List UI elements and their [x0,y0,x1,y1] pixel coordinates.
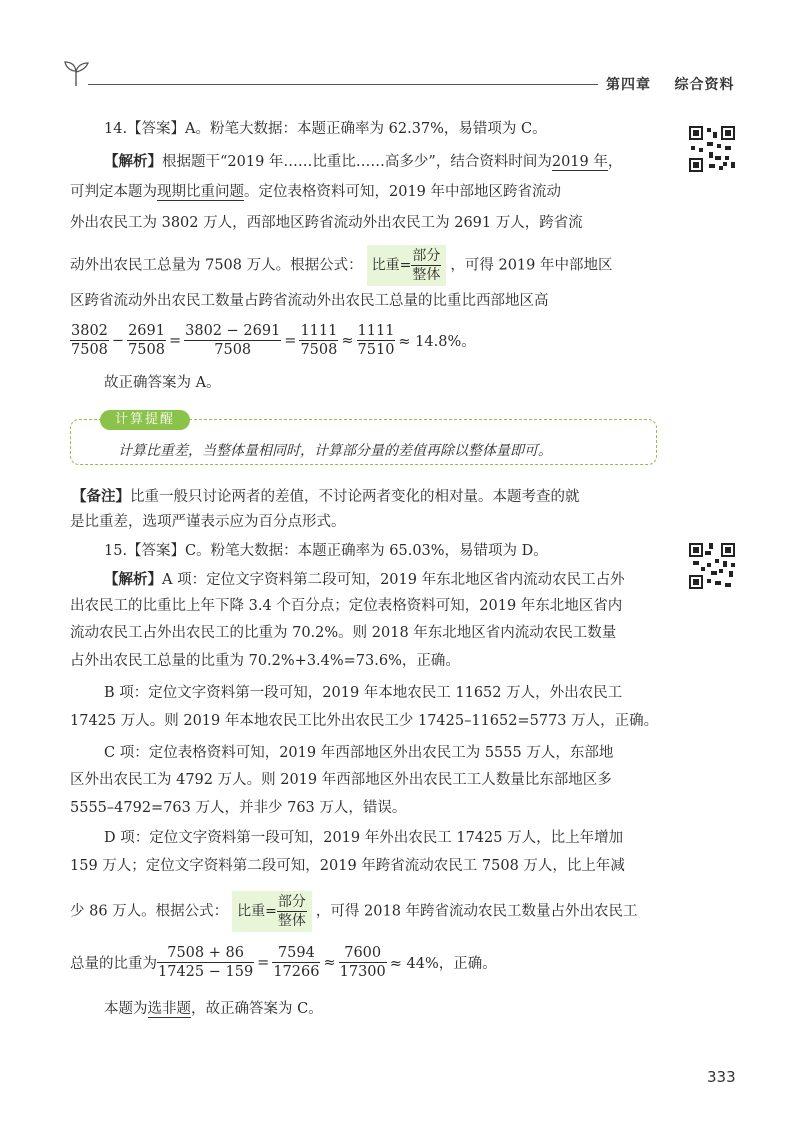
operator: − [111,332,125,349]
q14-text: 根据题干“2019 年……比重比……高多少”，结合资料时间为 [162,154,552,170]
formula-label: 比重= [371,257,412,274]
q15-a-line3: 流动农民工占外出农民工的比重为 70.2%。则 2018 年东北地区省内流动农民工数量 [70,625,617,641]
q14-text: ，可得 2019 年中部地区 [450,257,613,274]
q14-text: 。定位表格资料可知，2019 年中部地区跨省流动 [244,184,562,200]
qr-code-icon[interactable] [687,541,737,591]
q14-analysis-line2 [70,183,561,202]
fraction: $\frac{7594}{17266}$ [273,945,320,980]
fraction: $\frac{3802}{7508}$ [71,323,108,358]
formula-fraction [411,247,441,284]
header-rule [88,84,598,85]
chapter-number: 第四章 [606,77,651,93]
q14-analysis-line5: 区跨省流动外出农民工数量占跨省流动外出农民工总量的比重比西部地区高 [70,293,549,309]
q14-analysis-line4 [70,245,612,286]
q15-b-line2: 17425 万人。则 2019 年本地农民工比外出农民工少 17425–11652=5773 万人，正确。 [70,713,659,729]
fraction: $\frac{7508 + 86}{17425 - 159}$ [158,945,254,980]
q15-text: A 项：定位文字资料第二段可知，2019 年东北地区省内流动农民工占外 [162,572,625,588]
result: ≈ 44%，正确。 [389,956,497,972]
result: ≈ 14.8%。 [398,334,476,350]
formula-denominator: 整体 [412,267,441,283]
q15-a-line1 [104,570,625,590]
fraction: $\frac{3802 - 2691}{7508}$ [185,323,281,358]
q14-calculation [70,322,479,359]
q15-calculation [70,944,500,981]
operator: ≈ [341,332,354,349]
formula-denominator: 整体 [277,913,306,929]
fraction: $\frac{7600}{17300}$ [339,945,386,980]
analysis-label: 【解析】 [104,571,162,588]
note-line2: 是比重差，选项严谨表示应为百分点形式。 [70,514,346,530]
operator: = [168,332,182,349]
ratio-formula [232,891,312,932]
fraction: $\frac{1111}{7510}$ [357,323,395,358]
q15-c-line1: C 项：定位表格资料可知，2019 年西部地区外出农民工为 5555 万人，东部地 [104,745,614,761]
q15-text: ，故正确答案为 C。 [191,1001,323,1017]
q14-analysis-line3: 外出农民工为 3802 万人，西部地区跨省流动外出农民工为 2691 万人，跨省流 [70,215,583,231]
q14-text: 可判定本题为 [70,184,157,200]
q14-underline-type: 现期比重问题 [157,184,244,200]
formula-numerator: 部分 [277,894,306,910]
qr-code-icon[interactable] [687,124,737,174]
formula-fraction [277,893,307,930]
fraction: $\frac{1111}{7508}$ [300,323,338,358]
q15-d-line1: D 项：定位文字资料第一段可知，2019 年外出农民工 17425 万人，比上年增加 [104,830,624,846]
note-text: 比重一般只讨论两者的差值，不讨论两者变化的相对量。本题考查的就 [130,489,580,505]
chapter-title [606,74,735,94]
note-label: 【备注】 [72,488,130,505]
q15-text: 总量的比重为 [70,956,157,972]
q15-d-line2: 159 万人；定位文字资料第二段可知，2019 年跨省流动农民工 7508 万人，比上年减 [70,858,625,874]
formula-label: 比重= [237,903,277,920]
q15-d-line3 [70,891,638,932]
note-line1 [72,487,580,507]
q15-text: 少 86 万人。根据公式： [70,903,229,920]
q15-a-line2: 出农民工的比重比上年下降 3.4 个百分点；定位表格资料可知，2019 年东北地区省内 [70,598,623,614]
ratio-formula [367,245,447,286]
operator: = [257,954,270,971]
q15-text: ，可得 2018 年跨省流动农民工数量占外出农民工 [315,903,638,920]
q14-answer: 14.【答案】A。粉笔大数据：本题正确率为 62.37%，易错项为 C。 [104,121,547,137]
q15-text: 本题为 [104,1001,148,1017]
chapter-section: 综合资料 [674,77,735,93]
analysis-label: 【解析】 [104,153,162,170]
q15-c-line3: 5555–4792=763 万人，并非少 763 万人，错误。 [70,800,407,816]
q15-answer: 15.【答案】C。粉笔大数据：本题正确率为 65.03%，易错项为 D。 [104,543,548,559]
q14-text: 动外出农民工总量为 7508 万人。根据公式： [70,257,363,274]
formula-numerator: 部分 [412,248,441,264]
fraction: $\frac{2691}{7508}$ [128,323,165,358]
operator: = [284,332,297,349]
tip-text: 计算比重差，当整体量相同时，计算部分量的差值再除以整体量即可。 [118,443,552,459]
page-number: 333 [707,1068,736,1086]
q14-analysis-line1 [104,152,622,172]
q15-a-line4: 占外出农民工总量的比重为 70.2%+3.4%=73.6%，正确。 [70,653,460,669]
q15-c-line2: 区外出农民工为 4792 万人。则 2019 年西部地区外出农民工工人数量比东部地区多 [70,772,612,788]
operator: ≈ [323,954,336,971]
q14-underline-year: 2019 年 [551,154,608,170]
q14-text: ， [607,154,623,170]
q14-conclusion: 故正确答案为 A。 [104,375,221,391]
tip-title: 计算提醒 [100,410,190,430]
q15-underline-type: 选非题 [147,1001,191,1017]
q15-b-line1: B 项：定位文字资料第一段可知，2019 年本地农民工 11652 万人，外出农民工 [104,685,623,701]
q15-final [104,1000,323,1019]
